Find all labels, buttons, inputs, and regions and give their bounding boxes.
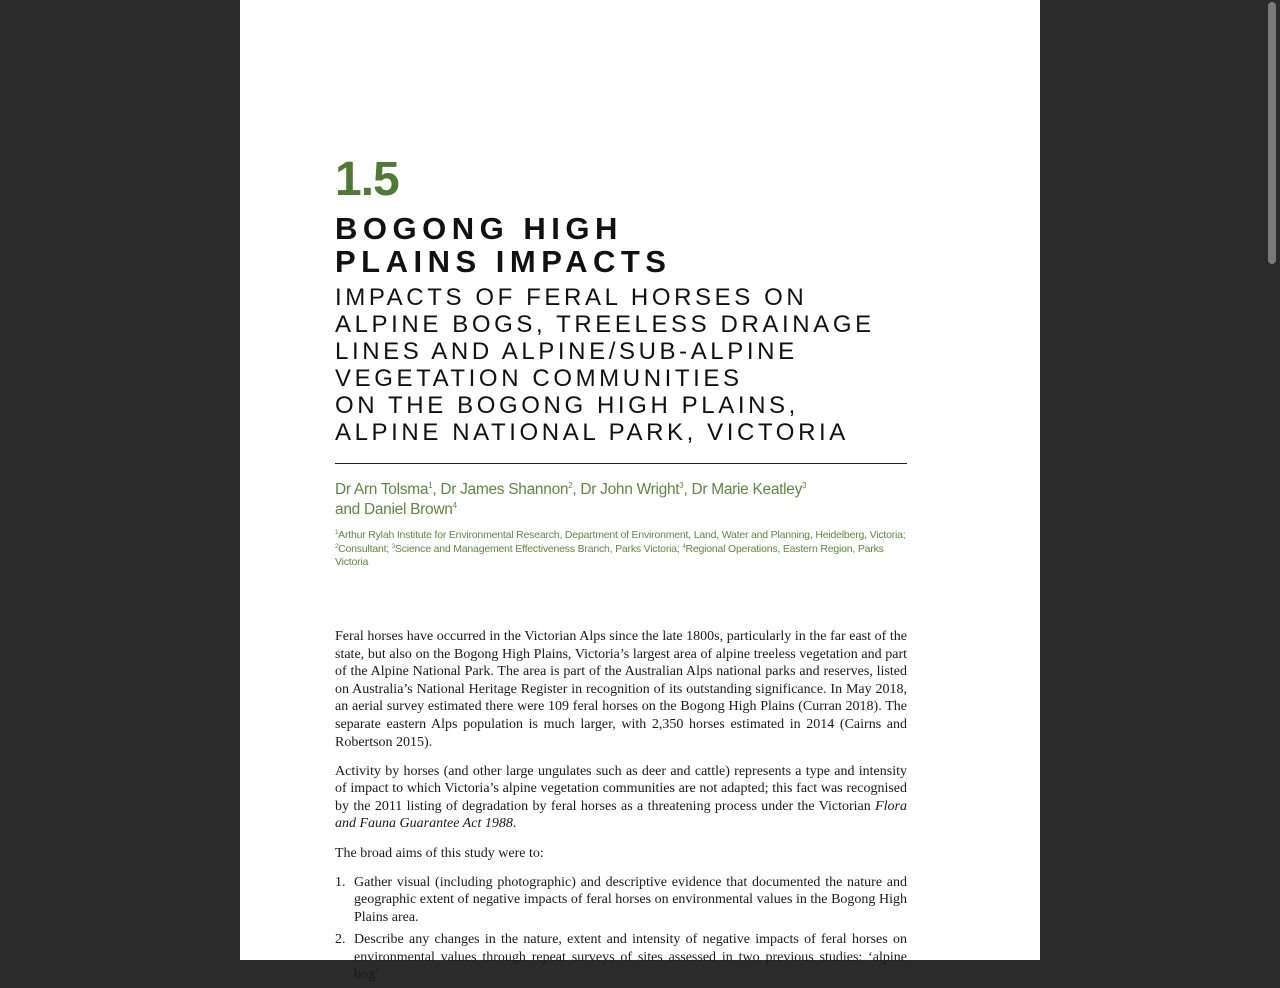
author-affiliation-mark: 1 [428,481,433,490]
subtitle-line: ON THE BOGONG HIGH PLAINS, [335,392,799,419]
chapter-title-line: PLAINS IMPACTS [335,244,672,279]
author-affiliation-mark: 3 [802,481,807,490]
document-page [240,0,1040,983]
body-text [335,628,907,988]
affiliation-mark: 4 [682,543,686,550]
chapter-subtitle [335,284,907,446]
author-separator: , [572,481,581,498]
author-affiliation-mark: 3 [679,481,684,490]
affiliation-mark: 1 [335,530,339,536]
list-item-text: Describe any changes in the nature, extent and intensity of negative impacts of feral horses on environmental values through repeat surveys of sites assessed in two previous studies: ‘alpine bog’ [354,931,907,983]
author-name: and Daniel Brown [335,501,453,518]
author-name: Dr James Shannon [440,481,569,498]
subtitle-line: ALPINE BOGS, TREELESS DRAINAGE [335,311,875,338]
body-paragraph: Feral horses have occurred in the Victorian Alps since the late 1800s, particularly in the far east of the state, but also on the Bogong High Plains, Victoria’s largest area of alpine treeless vegetation and part of the Alpine National Park. The area is part of the Australian Alps national parks and reserves, listed on Australia’s National Heritage Register in recognition of its outstanding significance. In May 2018, an aerial survey estimated there were 109 feral horses on the Bogong High Plains (Curran 2018). The separate eastern Alps population is much larger, with 2,350 horses estimated in 2014 (Cairns and Robertson 2015). [335,629,907,750]
affiliation-mark: 2 [335,543,339,550]
subtitle-line: LINES AND ALPINE/SUB-ALPINE [335,338,798,365]
scrollbar-thumb[interactable] [1268,2,1276,264]
body-paragraph [335,763,907,833]
section-number: 1.5 [335,153,399,206]
author-separator: , [683,481,692,498]
affiliation-text: Regional Operations, Eastern Region, Parks Victoria [335,542,884,569]
author-separator: , [432,481,441,498]
author-list [335,480,907,520]
subtitle-line: VEGETATION COMMUNITIES [335,365,743,392]
author-name: Dr John Wright [580,481,680,498]
list-item [335,931,907,984]
chapter-title-line: BOGONG HIGH [335,211,623,246]
aims-list [335,874,907,984]
affiliation-mark: 3 [391,543,395,550]
subtitle-line: IMPACTS OF FERAL HORSES ON [335,284,808,311]
paragraph-text: Activity by horses (and other large ungulates such as deer and cattle) represents a type and intensity of impact to which Victoria’s alpine vegetation communities are not adapted; this fact was recognised by the 2011 listing of degradation by feral horses as a threatening process under the Victorian [335,763,907,814]
list-item [335,874,907,927]
author-line [335,480,907,500]
act-title: Flora and Fauna Guarantee Act 1988 [335,798,907,832]
author-name: Dr Marie Keatley [691,481,803,498]
list-item-number: 1. [335,874,346,890]
subtitle-line: ALPINE NATIONAL PARK, VICTORIA [335,419,849,446]
author-affiliation-mark: 4 [452,501,457,510]
affiliation-text: Science and Management Effectiveness Branch, Parks Victoria; [394,542,683,555]
author-line [335,500,907,520]
list-item-number: 2. [335,931,346,947]
affiliation-text: Consultant; [338,542,392,555]
author-affiliation-mark: 2 [568,481,573,490]
paragraph-end: . [512,816,517,832]
affiliations [335,529,907,570]
chapter-title [335,212,907,278]
author-name: Dr Arn Tolsma [335,481,429,498]
affiliation-text: Arthur Rylah Institute for Environmental Research, Department of Environment, Land, Water and Planning, Heidelberg, Victoria; [338,529,906,541]
aims-intro: The broad aims of this study were to: [335,845,544,861]
list-item-text: Gather visual (including photographic) and descriptive evidence that documented the nature and geographic extent of negative impacts of feral horses on environmental values in the Bogong High Plains area. [354,874,907,925]
title-divider [335,463,907,464]
